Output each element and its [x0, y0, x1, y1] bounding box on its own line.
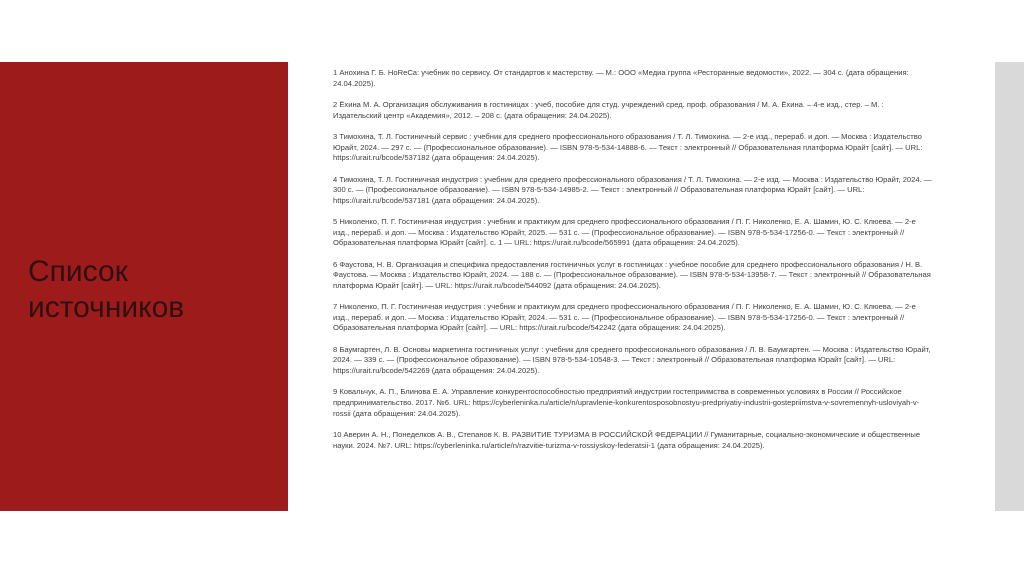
scrollbar[interactable] [995, 62, 1024, 511]
reference-item: 8 Баумгартен, Л. В. Основы маркетинга гостиничных услуг : учебник для среднего профессионального образования / Л. В. Баумгартен. — Москва : Издательство Юрайт, 2024. — 339 с. — (Профессиональное образование). — ISBN 978-5-534-10548-3. — Текст : электронный // Образовательная платформа Юрайт [сайт]. — URL: https://urait.ru/bcode/542269 (дата обращения: 24.04.2025). [333, 344, 931, 376]
reference-item: 4 Тимохина, Т. Л. Гостиничная индустрия : учебник для среднего профессионального образования / Т. Л. Тимохина. — 2-е изд. — Москва : Издательство Юрайт, 2024. — 300 с. — (Профессиональное образование). — ISBN 978-5-534-14985-2. — Текст : электронный // Образовательная платформа Юрайт [сайт]. — URL: https://urait.ru/bcode/537181 (дата обращения: 24.04.2025). [333, 174, 932, 205]
slide-title [28, 254, 278, 326]
reference-item: 7 Николенко, П. Г. Гостиничная индустрия : учебник и практикум для среднего профессионального образования / П. Г. Николенко, Е. А. Шамин, Ю. С. Клюева. — 2-е изд., перераб. и доп. — Москва : Издательство Юрайт, 2024. — 531 с. — (Профессиональное образование). — ISBN 978-5-534-17256-0. — Текст : электронный // Образовательная платформа Юрайт [сайт]. — URL: https://urait.ru/bcode/542242 (дата обращения: 24.04.2025). [333, 302, 916, 333]
reference-item: 1 Анохина Г. Б. HoReCa: учебник по сервису. От стандартов к мастерству. — М.: ООО «Медиа группа «Ресторанные ведомости», 2022. — 304 с. (дата обращения: 24.04.2025). [333, 68, 909, 88]
reference-item: 3 Тимохина, Т. Л. Гостиничный сервис : учебник для среднего профессионального образования / Т. Л. Тимохина. — 2-е изд., перераб. и доп. — Москва : Издательство Юрайт, 2024. — 297 с. — (Профессиональное образование). — ISBN 978-5-534-14888-6. — Текст : электронный // Образовательная платформа Юрайт [сайт]. — URL: https://urait.ru/bcode/537182 (дата обращения: 24.04.2025). [333, 131, 923, 163]
reference-item: 2 Ёхина М. А. Организация обслуживания в гостиницах : учеб, пособие для студ. учреждений сред. проф. образования / М. А. Ёхина. – 4-е изд., стер. – М. : Издательский центр «Академия», 2012. – 208 с. (дата обращения: 24.04.2025). [333, 99, 884, 120]
slide-title-line-1: Список [28, 255, 128, 288]
reference-item: 9 Ковальчук, А. П., Блинова Е. А. Управление конкурентоспособностью предприятий индустрии гостеприимства в современных условиях в России // Российское предпринимательство. 2017. №6. URL: https://cyberleninka.ru/article/n/upravlenie-konkurentosposobnostyu-predpriyatiy-industrii-gostepriimstva-v-sovremennyh-usloviyah-v-rossii (дата обращения: 24.04.2025). [333, 387, 920, 418]
slide-title-line-2: источников [28, 291, 185, 324]
reference-item: 10 Аверин А. Н., Понеделков А. В., Степанов К. В. РАЗВИТИЕ ТУРИЗМА В РОССИЙСКОЙ ФЕДЕРАЦИИ // Гуманитарные, социально-экономические и общественные науки. 2024. №7. URL: https://cyberleninka.ru/article/n/razvitie-turizma-v-rossiyskoy-federatsii-1 (дата обращения: 24.04.2025). [333, 430, 921, 450]
reference-list [333, 68, 933, 462]
reference-item: 6 Фаустова, Н. В. Организация и специфика предоставления гостиничных услуг в гостиницах : учебное пособие для среднего профессионального образования / Н. В. Фаустова. — Москва : Издательство Юрайт, 2024. — 188 с. — (Профессиональное образование). — ISBN 978-5-534-13958-7. — Текст : электронный // Образовательная платформа Юрайт [сайт]. — URL: https://urait.ru/bcode/544092 (дата обращения: 24.04.2025). [333, 259, 931, 290]
reference-item: 5 Николенко, П. Г. Гостиничная индустрия : учебник и практикум для среднего профессионального образования / П. Г. Николенко, Е. А. Шамин, Ю. С. Клюева. — 2-е изд., перераб. и доп. — Москва : Издательство Юрайт, 2025. — 531 с. — (Профессиональное образование). — ISBN 978-5-534-17256-0. — Текст : электронный // Образовательная платформа Юрайт [сайт]. с. 1 — URL: https://urait.ru/bcode/565991 (дата обращения: 24.04.2025). [333, 217, 916, 248]
